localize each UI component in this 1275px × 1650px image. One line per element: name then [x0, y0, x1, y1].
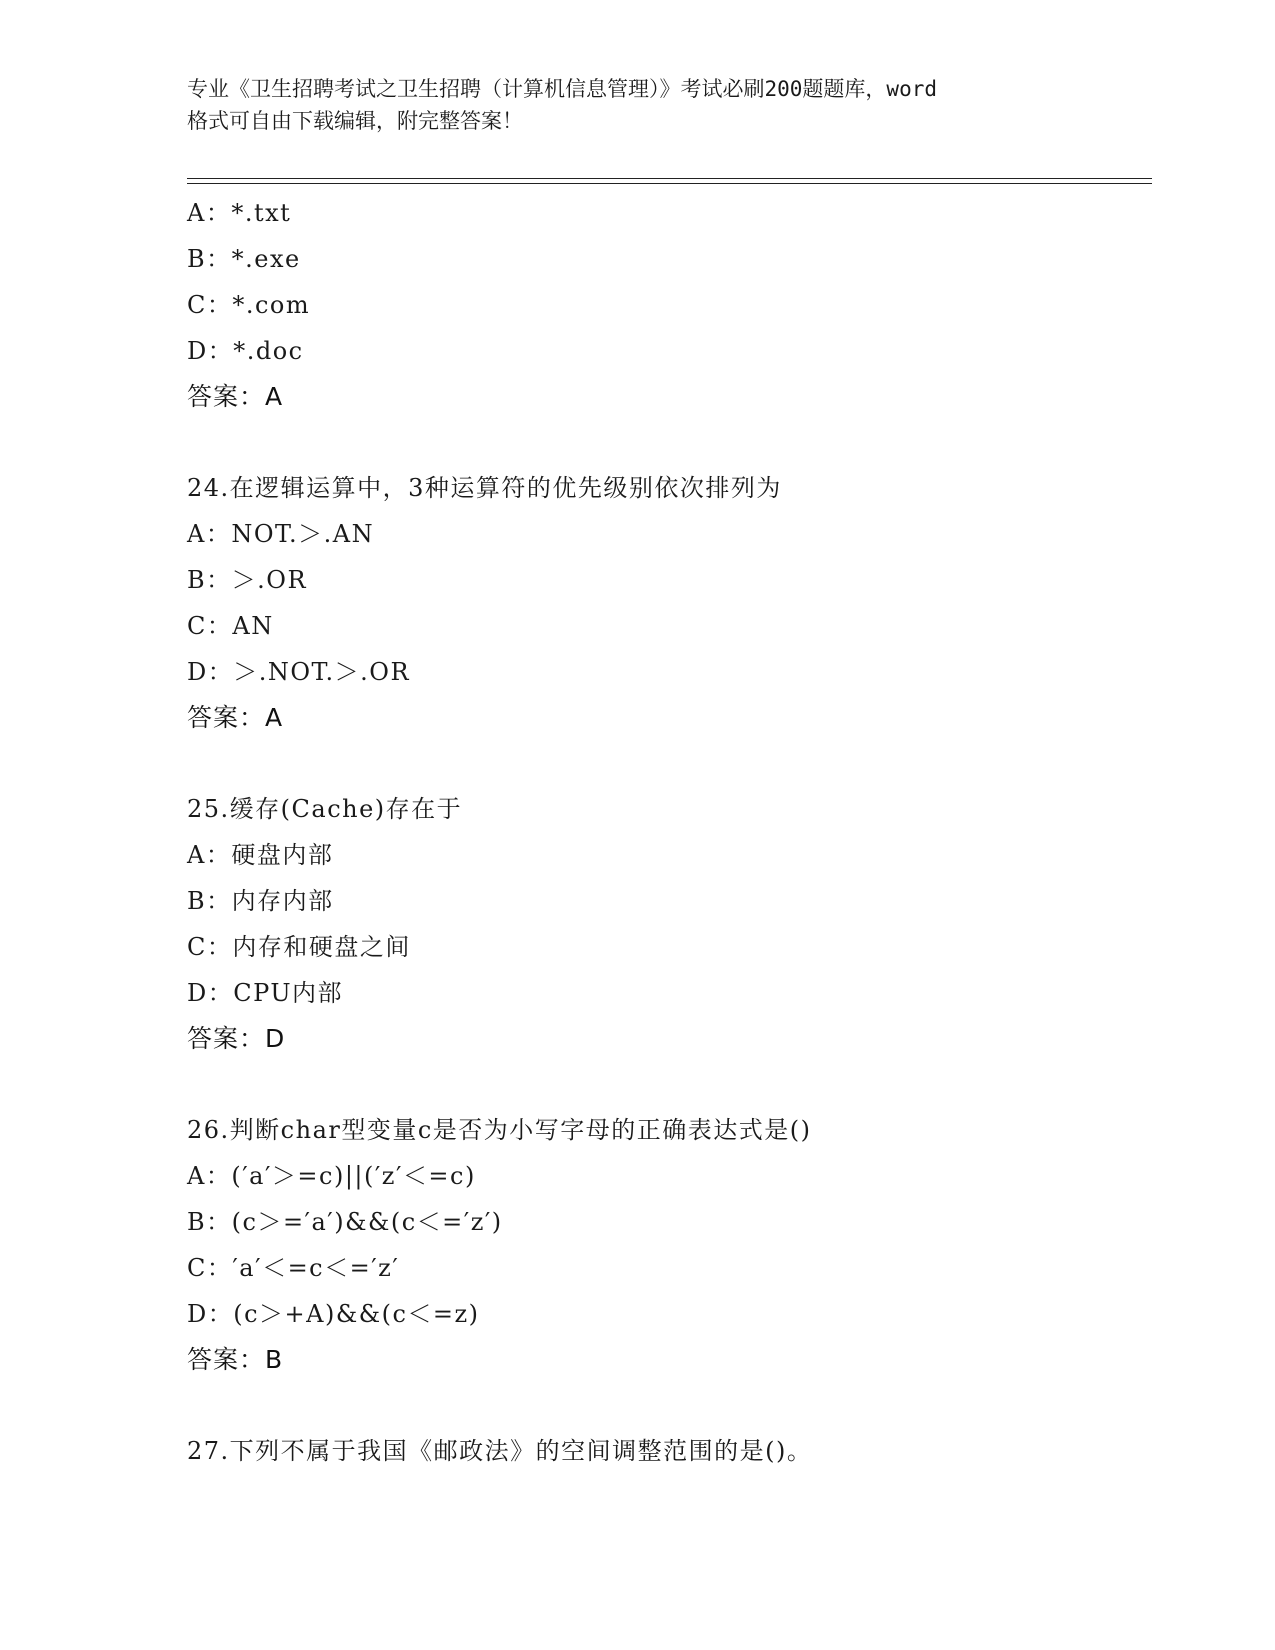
- answer-line: 答案：D: [187, 1024, 286, 1053]
- header-divider-top: [187, 178, 1152, 179]
- option-b: B：(c＞=′a′)&&(c＜=′z′): [187, 1208, 503, 1236]
- answer-line: 答案：B: [187, 1345, 284, 1374]
- option-a: A：*.txt: [187, 199, 292, 227]
- option-d: D：CPU内部: [187, 979, 344, 1007]
- document-header: [187, 73, 1087, 137]
- option-b: B：＞.OR: [187, 566, 308, 594]
- option-c: C：*.com: [187, 291, 311, 319]
- answer-line: 答案：A: [187, 382, 284, 411]
- question-24: [187, 465, 1147, 741]
- question-27: [187, 1428, 1147, 1474]
- option-c: C：′a′＜=c＜=′z′: [187, 1254, 400, 1282]
- header-line-2: 格式可自由下载编辑，附完整答案！: [187, 109, 523, 133]
- option-d: D：(c＞+A)&&(c＜=z): [187, 1300, 480, 1328]
- question-23: [187, 190, 1147, 420]
- option-a: A：(′a′＞=c)||(′z′＜=c): [187, 1162, 476, 1190]
- option-c: C：AN: [187, 612, 274, 640]
- option-c: C：内存和硬盘之间: [187, 933, 411, 961]
- header-line-1: 专业《卫生招聘考试之卫生招聘（计算机信息管理）》考试必刷200题题库，word: [187, 77, 937, 101]
- question-title: 27.下列不属于我国《邮政法》的空间调整范围的是()。: [187, 1437, 813, 1465]
- question-list: [187, 190, 1147, 1474]
- answer-line: 答案：A: [187, 703, 284, 732]
- option-d: D：＞.NOT.＞.OR: [187, 658, 411, 686]
- question-26: [187, 1107, 1147, 1383]
- question-25: [187, 786, 1147, 1062]
- header-divider-bottom: [187, 183, 1152, 184]
- option-b: B：*.exe: [187, 245, 301, 273]
- question-title: 26.判断char型变量c是否为小写字母的正确表达式是(): [187, 1116, 812, 1144]
- question-title: 24.在逻辑运算中，3种运算符的优先级别依次排列为: [187, 474, 782, 502]
- question-title: 25.缓存(Cache)存在于: [187, 795, 463, 823]
- option-d: D：*.doc: [187, 337, 304, 365]
- option-b: B：内存内部: [187, 887, 334, 915]
- option-a: A：NOT.＞.AN: [187, 520, 375, 548]
- option-a: A：硬盘内部: [187, 841, 334, 869]
